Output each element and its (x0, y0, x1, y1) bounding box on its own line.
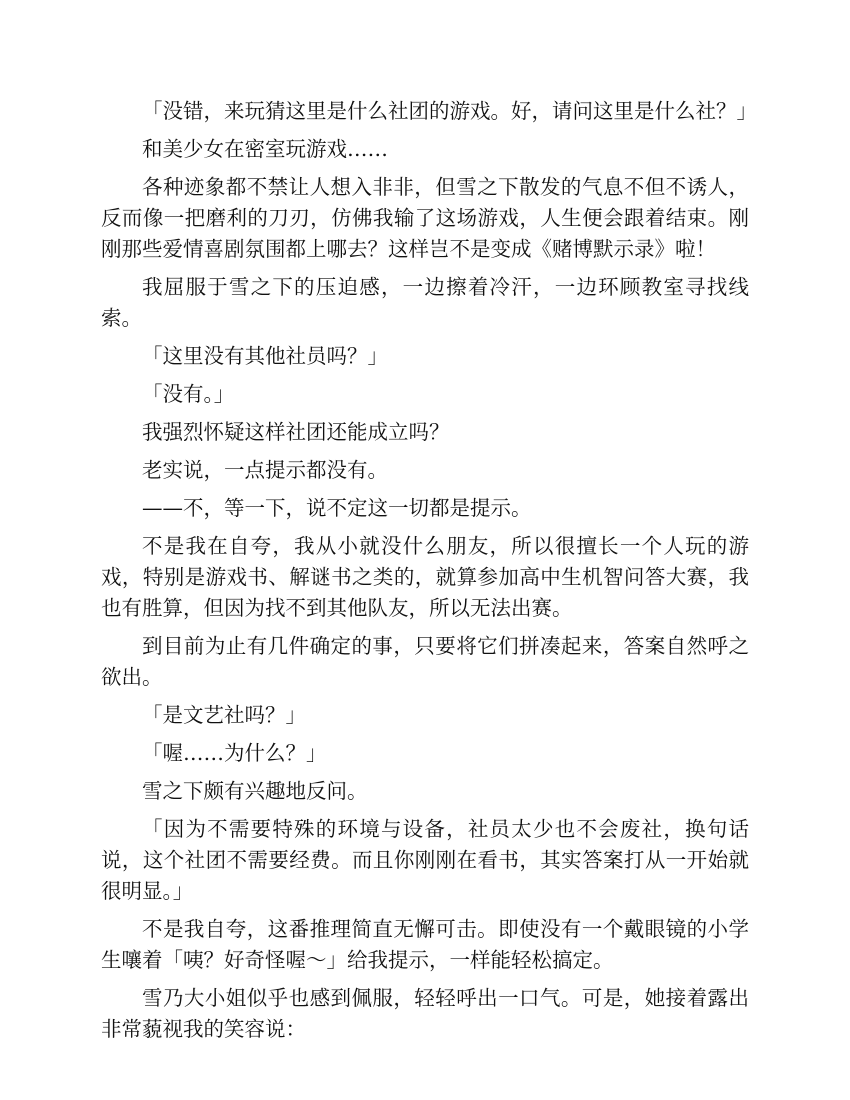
paragraph: 「这里没有其他社员吗？」 (142, 344, 388, 368)
paragraph: 不是我自夸，这番推理简直无懈可击。即使没有一个戴眼镜的小学生嚷着「咦？好奇怪喔～」给我提示，一样能轻松搞定。 (101, 917, 749, 972)
paragraph: 各种迹象都不禁让人想入非非，但雪之下散发的气息不但不诱人，反而像一把磨利的刀刃，仿佛我输了这场游戏，人生便会跟着结束。刚刚那些爱情喜剧氛围都上哪去？这样岂不是变成《赌博默示录》啦！ (101, 175, 749, 261)
paragraph: 雪乃大小姐似乎也感到佩服，轻轻呼出一口气。可是，她接着露出非常藐视我的笑容说： (101, 986, 749, 1041)
paragraph: 老实说，一点提示都没有。 (142, 458, 388, 482)
paragraph: 「因为不需要特殊的环境与设备，社员太少也不会废社，换句话说，这个社团不需要经费。而且你刚刚在看书，其实答案打从一开始就很明显。」 (101, 817, 749, 903)
paragraph: 「是文艺社吗？」 (142, 703, 306, 727)
paragraph: 「没错，来玩猜这里是什么社团的游戏。好，请问这里是什么社？」 (142, 99, 757, 123)
paragraph: 「没有。」 (142, 382, 235, 406)
paragraph: 「喔……为什么？」 (142, 741, 327, 765)
paragraph: 到目前为止有几件确定的事，只要将它们拼凑起来，答案自然呼之欲出。 (101, 634, 749, 689)
paragraph: 和美少女在密室玩游戏…… (142, 137, 388, 161)
paragraph: 我屈服于雪之下的压迫感，一边擦着冷汗，一边环顾教室寻找线索。 (101, 275, 749, 330)
paragraph: ——不，等一下，说不定这一切都是提示。 (142, 496, 532, 520)
paragraph: 我强烈怀疑这样社团还能成立吗？ (142, 420, 450, 444)
paragraph: 不是我在自夸，我从小就没什么朋友，所以很擅长一个人玩的游戏，特别是游戏书、解谜书之类的，就算参加高中生机智问答大赛，我也有胜算，但因为找不到其他队友，所以无法出赛。 (101, 534, 749, 620)
paragraph: 雪之下颇有兴趣地反问。 (142, 779, 368, 803)
page-body (101, 96, 757, 1052)
